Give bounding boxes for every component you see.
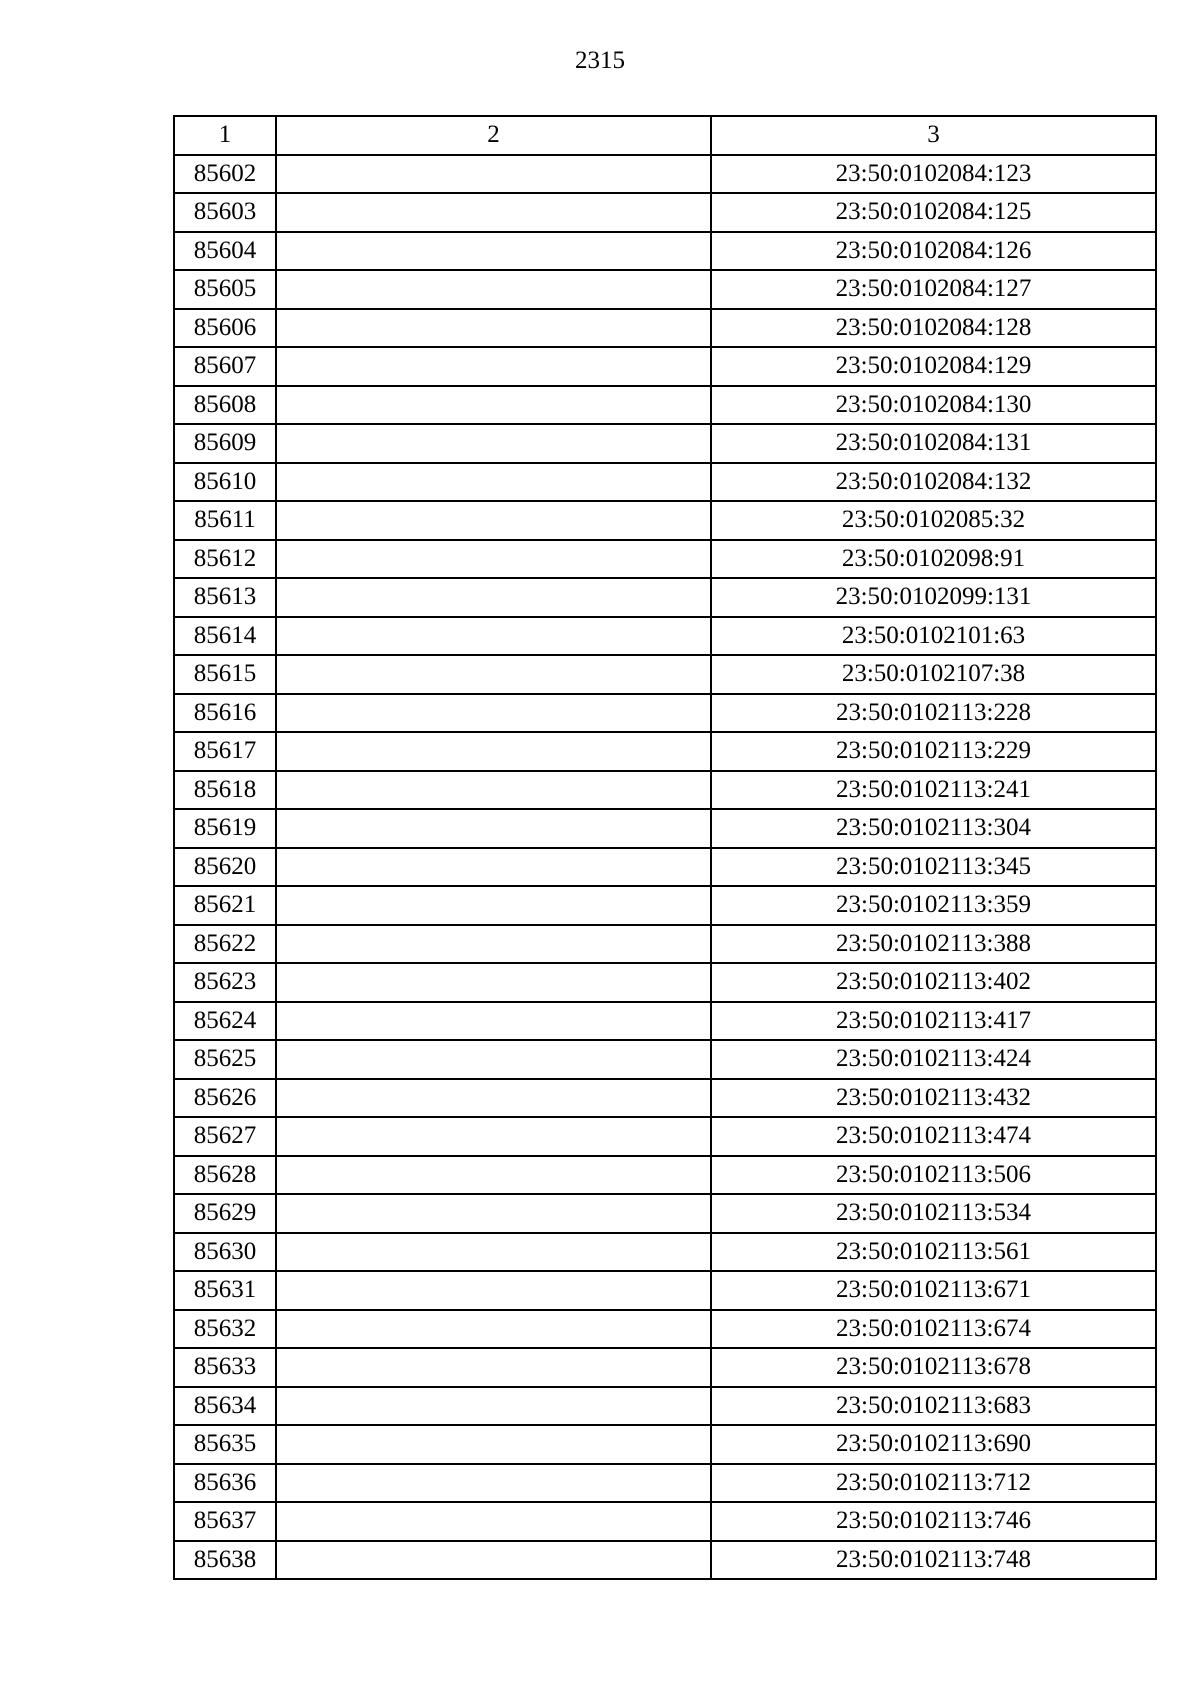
table-row <box>174 1194 1156 1233</box>
row-number-cell: 85637 <box>174 1502 276 1541</box>
cadastral-number-cell: 23:50:0102084:123 <box>711 155 1156 194</box>
cadastral-number-cell: 23:50:0102113:432 <box>711 1079 1156 1118</box>
row-name-cell <box>276 1348 711 1387</box>
cadastral-number-cell: 23:50:0102113:229 <box>711 732 1156 771</box>
row-number-cell: 85621 <box>174 886 276 925</box>
row-name-cell <box>276 1310 711 1349</box>
row-name-cell <box>276 1156 711 1195</box>
table-row <box>174 694 1156 733</box>
row-name-cell <box>276 501 711 540</box>
row-number-cell: 85636 <box>174 1464 276 1503</box>
table-header <box>174 116 1156 155</box>
cadastral-number-cell: 23:50:0102084:125 <box>711 193 1156 232</box>
row-name-cell <box>276 886 711 925</box>
row-number-cell: 85604 <box>174 232 276 271</box>
row-name-cell <box>276 617 711 656</box>
table-row <box>174 1156 1156 1195</box>
table-row <box>174 771 1156 810</box>
row-number-cell: 85620 <box>174 848 276 887</box>
row-name-cell <box>276 1233 711 1272</box>
row-number-cell: 85622 <box>174 925 276 964</box>
row-number-cell: 85608 <box>174 386 276 425</box>
cadastral-number-cell: 23:50:0102113:304 <box>711 809 1156 848</box>
row-number-cell: 85635 <box>174 1425 276 1464</box>
table-row <box>174 270 1156 309</box>
row-name-cell <box>276 771 711 810</box>
cadastral-number-cell: 23:50:0102113:534 <box>711 1194 1156 1233</box>
cadastral-number-cell: 23:50:0102084:129 <box>711 347 1156 386</box>
row-number-cell: 85638 <box>174 1541 276 1580</box>
cadastral-number-cell: 23:50:0102084:126 <box>711 232 1156 271</box>
table-row <box>174 463 1156 502</box>
cadastral-number-cell: 23:50:0102113:388 <box>711 925 1156 964</box>
table-row <box>174 386 1156 425</box>
cadastral-number-cell: 23:50:0102113:241 <box>711 771 1156 810</box>
page-number: 2315 <box>575 47 625 74</box>
row-number-cell: 85629 <box>174 1194 276 1233</box>
row-name-cell <box>276 424 711 463</box>
cadastral-number-cell: 23:50:0102098:91 <box>711 540 1156 579</box>
row-name-cell <box>276 655 711 694</box>
row-name-cell <box>276 1541 711 1580</box>
row-number-cell: 85628 <box>174 1156 276 1195</box>
table-body <box>174 155 1156 1580</box>
row-name-cell <box>276 1502 711 1541</box>
cadastral-number-cell: 23:50:0102085:32 <box>711 501 1156 540</box>
row-name-cell <box>276 386 711 425</box>
row-number-cell: 85610 <box>174 463 276 502</box>
table-row <box>174 1425 1156 1464</box>
row-name-cell <box>276 1117 711 1156</box>
table-row <box>174 1502 1156 1541</box>
table-row <box>174 963 1156 1002</box>
table-row <box>174 732 1156 771</box>
cadastral-number-cell: 23:50:0102107:38 <box>711 655 1156 694</box>
row-number-cell: 85607 <box>174 347 276 386</box>
row-number-cell: 85623 <box>174 963 276 1002</box>
row-number-cell: 85627 <box>174 1117 276 1156</box>
row-name-cell <box>276 540 711 579</box>
row-name-cell <box>276 578 711 617</box>
row-number-cell: 85609 <box>174 424 276 463</box>
cadastral-number-cell: 23:50:0102113:228 <box>711 694 1156 733</box>
row-number-cell: 85626 <box>174 1079 276 1118</box>
row-number-cell: 85618 <box>174 771 276 810</box>
row-name-cell <box>276 463 711 502</box>
row-name-cell <box>276 732 711 771</box>
table-row <box>174 232 1156 271</box>
table-row <box>174 540 1156 579</box>
table-row <box>174 1310 1156 1349</box>
table-row <box>174 1541 1156 1580</box>
row-number-cell: 85613 <box>174 578 276 617</box>
cadastral-number-cell: 23:50:0102113:712 <box>711 1464 1156 1503</box>
cadastral-number-cell: 23:50:0102113:671 <box>711 1271 1156 1310</box>
table-row <box>174 1464 1156 1503</box>
table-row <box>174 886 1156 925</box>
cadastral-number-cell: 23:50:0102113:746 <box>711 1502 1156 1541</box>
cadastral-number-cell: 23:50:0102084:132 <box>711 463 1156 502</box>
table-row <box>174 848 1156 887</box>
table-row <box>174 1117 1156 1156</box>
cadastral-number-cell: 23:50:0102113:748 <box>711 1541 1156 1580</box>
table-row <box>174 1348 1156 1387</box>
cadastral-number-cell: 23:50:0102113:474 <box>711 1117 1156 1156</box>
row-number-cell: 85615 <box>174 655 276 694</box>
row-number-cell: 85616 <box>174 694 276 733</box>
row-number-cell: 85612 <box>174 540 276 579</box>
row-number-cell: 85614 <box>174 617 276 656</box>
row-name-cell <box>276 1387 711 1426</box>
row-number-cell: 85631 <box>174 1271 276 1310</box>
column-header-2: 2 <box>276 116 711 155</box>
table-row <box>174 578 1156 617</box>
table-row <box>174 347 1156 386</box>
row-name-cell <box>276 309 711 348</box>
row-number-cell: 85630 <box>174 1233 276 1272</box>
registry-table <box>173 115 1157 1580</box>
table-row <box>174 655 1156 694</box>
cadastral-number-cell: 23:50:0102113:424 <box>711 1040 1156 1079</box>
row-name-cell <box>276 1464 711 1503</box>
table-row <box>174 1002 1156 1041</box>
row-number-cell: 85633 <box>174 1348 276 1387</box>
cadastral-number-cell: 23:50:0102084:128 <box>711 309 1156 348</box>
row-name-cell <box>276 193 711 232</box>
cadastral-number-cell: 23:50:0102113:561 <box>711 1233 1156 1272</box>
row-name-cell <box>276 809 711 848</box>
table-row <box>174 155 1156 194</box>
cadastral-number-cell: 23:50:0102113:674 <box>711 1310 1156 1349</box>
row-name-cell <box>276 1271 711 1310</box>
column-header-1: 1 <box>174 116 276 155</box>
cadastral-number-cell: 23:50:0102101:63 <box>711 617 1156 656</box>
row-name-cell <box>276 963 711 1002</box>
cadastral-number-cell: 23:50:0102084:130 <box>711 386 1156 425</box>
row-number-cell: 85625 <box>174 1040 276 1079</box>
cadastral-number-cell: 23:50:0102113:359 <box>711 886 1156 925</box>
row-name-cell <box>276 232 711 271</box>
row-number-cell: 85611 <box>174 501 276 540</box>
table-row <box>174 925 1156 964</box>
table-row <box>174 1040 1156 1079</box>
table-row <box>174 309 1156 348</box>
table-row <box>174 1387 1156 1426</box>
row-name-cell <box>276 694 711 733</box>
row-name-cell <box>276 925 711 964</box>
cadastral-number-cell: 23:50:0102084:127 <box>711 270 1156 309</box>
row-name-cell <box>276 270 711 309</box>
cadastral-number-cell: 23:50:0102099:131 <box>711 578 1156 617</box>
row-name-cell <box>276 347 711 386</box>
row-number-cell: 85624 <box>174 1002 276 1041</box>
row-number-cell: 85634 <box>174 1387 276 1426</box>
row-name-cell <box>276 1002 711 1041</box>
row-number-cell: 85619 <box>174 809 276 848</box>
row-name-cell <box>276 1040 711 1079</box>
row-number-cell: 85632 <box>174 1310 276 1349</box>
cadastral-number-cell: 23:50:0102113:683 <box>711 1387 1156 1426</box>
column-header-3: 3 <box>711 116 1156 155</box>
row-name-cell <box>276 848 711 887</box>
table-row <box>174 501 1156 540</box>
table-row <box>174 617 1156 656</box>
row-name-cell <box>276 1194 711 1233</box>
table-row <box>174 193 1156 232</box>
cadastral-number-cell: 23:50:0102113:345 <box>711 848 1156 887</box>
cadastral-number-cell: 23:50:0102113:417 <box>711 1002 1156 1041</box>
table-row <box>174 424 1156 463</box>
row-number-cell: 85605 <box>174 270 276 309</box>
row-number-cell: 85603 <box>174 193 276 232</box>
cadastral-number-cell: 23:50:0102113:678 <box>711 1348 1156 1387</box>
table-row <box>174 1271 1156 1310</box>
cadastral-number-cell: 23:50:0102113:402 <box>711 963 1156 1002</box>
row-name-cell <box>276 1079 711 1118</box>
row-number-cell: 85606 <box>174 309 276 348</box>
table-row <box>174 1079 1156 1118</box>
table-row <box>174 1233 1156 1272</box>
cadastral-number-cell: 23:50:0102084:131 <box>711 424 1156 463</box>
row-name-cell <box>276 155 711 194</box>
row-number-cell: 85617 <box>174 732 276 771</box>
table-row <box>174 809 1156 848</box>
cadastral-number-cell: 23:50:0102113:690 <box>711 1425 1156 1464</box>
cadastral-number-cell: 23:50:0102113:506 <box>711 1156 1156 1195</box>
header-row <box>174 116 1156 155</box>
row-number-cell: 85602 <box>174 155 276 194</box>
row-name-cell <box>276 1425 711 1464</box>
